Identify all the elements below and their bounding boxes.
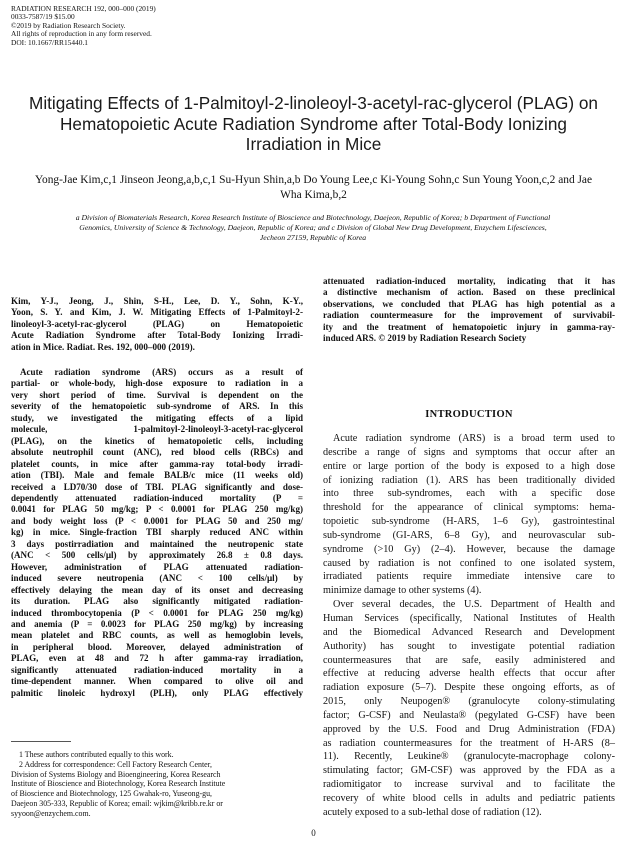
abstract-line: PLAG, even at 48 and 72 h after gamma-ray irradiation, bbox=[11, 653, 303, 664]
intro-line: approved by the U.S. Food and Drug Administration (FDA) bbox=[323, 723, 615, 735]
abstract-line: absolute neutrophil count (ANC), red blood cells (RBCs) and bbox=[11, 447, 303, 458]
affiliation-line: Genomics, University of Science & Technology, Daejeon, Republic of Korea; and c Division of Global New Drug Development, Enzychem Lifesciences, bbox=[79, 223, 547, 233]
abstract-line: its duration. PLAG also significantly mitigated radiation- bbox=[11, 596, 303, 607]
footnote-line: Institute of Bioscience and Biotechnology, Korea Research Institute bbox=[11, 779, 226, 789]
intro-line: effective at reducing adverse health effects that occur after bbox=[323, 668, 615, 680]
intro-line: recovery of white blood cells in adults and pediatric patients bbox=[323, 792, 615, 804]
intro-line: syndrome (>10 Gy) (2–4). However, because the damage bbox=[323, 543, 615, 555]
citation-line: Kim, Y-J., Jeong, J., Shin, S-H., Lee, D. Y., Sohn, K-Y., bbox=[11, 296, 303, 306]
journal-info-line: All rights of reproduction in any form reserved. bbox=[11, 29, 152, 39]
footnote-line: Daejeon 305-333, Republic of Korea; email: wjkim@kribb.re.kr or bbox=[11, 798, 223, 808]
intro-line: and the Biomedical Advanced Research and Development bbox=[323, 626, 615, 638]
citation-line: ation in Mice. Radiat. Res. 192, 000–000 (2019). bbox=[11, 341, 195, 352]
intro-line: into three sub-syndromes, each with a specific dose bbox=[323, 488, 615, 500]
abstract-line: palmitic linoleic hydroxyl (PLH), only PLAG effectively bbox=[11, 687, 303, 698]
intro-line: radiomitigator to increase survival and to facilitate the bbox=[323, 779, 615, 791]
intro-line: topoietic sub-syndrome (H-ARS, 1–6 Gy), gastrointestinal bbox=[323, 516, 615, 528]
intro-line: sub-syndrome (GI-ARS, 6–8 Gy), and neurovascular sub- bbox=[323, 529, 615, 541]
author-line: Yong-Jae Kim,c,1 Jinseon Jeong,a,b,c,1 Su-Hyun Shin,a,b Do Young Lee,c Ki-Young Sohn,c Sun Young Yoon,c,2 and Jae bbox=[34, 174, 593, 186]
abstract-line: dependently attenuated radiation-induced mortality (P = bbox=[11, 492, 303, 503]
footnote-line: of Bioscience and Biotechnology, 125 Gwahak-ro, Yuseong-gu, bbox=[11, 789, 213, 799]
intro-line: Human Services (specifically, National Institutes of Health bbox=[323, 612, 615, 624]
abstract-line: radiation countermeasure for the improvement of survivabil- bbox=[323, 310, 615, 321]
author-list bbox=[0, 173, 627, 202]
intro-line: irradiated patients require immediate intensive care to bbox=[323, 571, 615, 583]
intro-line: Over several decades, the U.S. Department of Health and bbox=[333, 599, 615, 611]
title-line: Mitigating Effects of 1-Palmitoyl-2-linoleoyl-3-acetyl-rac-glycerol (PLAG) on bbox=[29, 93, 598, 113]
journal-info-block bbox=[11, 5, 311, 47]
intro-line: 11). Recently, Leukine® (granulocyte-macrophage colony- bbox=[323, 751, 615, 763]
journal-info-line: 0033-7587/19 $15.00 bbox=[11, 12, 75, 22]
abstract-continuation bbox=[323, 276, 615, 345]
abstract-line: study, we investigated the mitigating effects of a lipid bbox=[11, 412, 303, 423]
abstract-line: effectively delaying the mean day of its onset and decreasing bbox=[11, 584, 303, 595]
abstract-line: time-dependent manner. When compared to olive oil and bbox=[11, 676, 303, 687]
abstract-line: kg) in mice. Single-fraction TBI sharply reduced ANC within bbox=[11, 527, 303, 538]
footnote-line: Division of Systems Biology and Bioengineering, Korea Research bbox=[11, 769, 221, 779]
footnote-line: syyoon@enzychem.com. bbox=[11, 808, 91, 818]
intro-line: radiation exposure (5–7). Despite these ongoing efforts, as of bbox=[323, 682, 615, 694]
intro-line: minimize damage to other systems (4). bbox=[323, 585, 482, 597]
abstract-line: platelet counts, in mice after gamma-ray total-body irradi- bbox=[11, 458, 303, 469]
abstract-line: 3 days postirradiation and maintained the neutropenic state bbox=[11, 538, 303, 549]
intro-line: caused by radiation is not confined to one isolated system, bbox=[323, 557, 615, 569]
abstract-line: However, administration of PLAG attenuated radiation- bbox=[11, 561, 303, 572]
abstract-block bbox=[11, 367, 303, 699]
footnote-divider bbox=[11, 741, 71, 742]
journal-info-line: RADIATION RESEARCH 192, 000–000 (2019) bbox=[11, 4, 156, 13]
intro-line: describe a range of signs and symptoms that occur after an bbox=[323, 446, 615, 458]
abstract-line: partial- or whole-body, high-dose exposure to radiation in a bbox=[11, 378, 303, 389]
footnote-line: 1 These authors contributed equally to this work. bbox=[19, 750, 174, 759]
abstract-line: induced severe neutropenia (ANC < 100 cells/µl) by bbox=[11, 573, 303, 584]
intro-line: entire or large portion of the body is exposed to a high dose bbox=[323, 460, 615, 472]
page-number: 0 bbox=[311, 828, 316, 838]
intro-line: as radiation countermeasures for the treatment of H-ARS (8– bbox=[323, 737, 615, 749]
abstract-line: significantly attenuated radiation-induced mortality in a bbox=[11, 664, 303, 675]
abstract-line: received a LD70/30 dose of TBI. PLAG significantly and dose- bbox=[11, 481, 303, 492]
footnote-line: 2 Address for correspondence: Cell Factory Research Center, bbox=[19, 759, 212, 769]
abstract-line: a distinctive mechanism of action. Based on these preclinical bbox=[323, 287, 615, 298]
introduction-body bbox=[323, 432, 615, 820]
abstract-line: ation (TBI). Male and female BALB/c mice (11 weeks old) bbox=[11, 470, 303, 481]
affiliation-line: Jecheon 27159, Republic of Korea bbox=[259, 233, 367, 243]
footnotes bbox=[11, 750, 303, 819]
intro-line: Authority) has sought to investigate potential radiation bbox=[323, 640, 615, 652]
abstract-line: 0.0041 for PLAG 50 mg/kg; P < 0.0001 for PLAG 250 mg/kg) bbox=[11, 504, 303, 515]
intro-line: threshold for the appearance of clinical symptoms: hema- bbox=[323, 502, 615, 514]
section-heading-introduction: INTRODUCTION bbox=[425, 409, 513, 420]
intro-line: 2015, only Neupogen® (granulocyte colony-stimulating bbox=[323, 696, 615, 708]
citation-line: Yoon, S. Y. and Kim, J. W. Mitigating Effects of 1-Palmitoyl-2- bbox=[11, 307, 303, 318]
abstract-line: mean platelet and RBC counts, as well as hemoglobin levels, bbox=[11, 630, 303, 641]
abstract-line: severity of the hematopoietic sub-syndrome of ARS. In this bbox=[11, 401, 303, 412]
abstract-line: and body weight loss (P < 0.0001 for PLAG 50 and 250 mg/ bbox=[11, 515, 303, 526]
abstract-line: and anemia (P = 0.0023 for PLAG 250 mg/kg) by increasing bbox=[11, 618, 303, 629]
title-line: Irradiation in Mice bbox=[245, 134, 382, 154]
intro-line: stimulating factor; GM-CSF) was approved by the FDA as a bbox=[323, 765, 615, 777]
abstract-line: induced thrombocytopenia (P < 0.0001 for PLAG 250 mg/kg) bbox=[11, 607, 303, 618]
title-line: Hematopoietic Acute Radiation Syndrome after Total-Body Ionizing bbox=[60, 113, 567, 134]
abstract-line: induced ARS. © 2019 by Radiation Research Society bbox=[323, 333, 527, 344]
abstract-line: Acute radiation syndrome (ARS) occurs as a result of bbox=[20, 367, 303, 377]
affiliations bbox=[11, 213, 615, 243]
citation-line: linoleoyl-3-acetyl-rac-glycerol (PLAG) on Hematopoietic bbox=[11, 318, 303, 329]
abstract-line: very short period of time. Survival is dependent on the bbox=[11, 389, 303, 400]
intro-line: factor; G-CSF) and Neulasta® (pegylated G-CSF) have been bbox=[323, 709, 615, 721]
citation-line: Acute Radiation Syndrome after Total-Body Ionizing Irradi- bbox=[11, 330, 303, 341]
citation-block bbox=[11, 296, 303, 353]
abstract-line: attenuated radiation-induced mortality, indicating that it has bbox=[323, 276, 615, 286]
intro-line: of ionizing radiation (1). ARS has been traditionally divided bbox=[323, 474, 615, 486]
article-title bbox=[0, 93, 627, 155]
abstract-line: (PLAG), on the kinetics of hematopoietic cells, including bbox=[11, 435, 303, 446]
intro-line: Acute radiation syndrome (ARS) is a broad term used to bbox=[333, 433, 615, 444]
intro-line: countermeasures that are safe, easily administered and bbox=[323, 654, 615, 666]
abstract-line: (ANC < 500 cells/µl) by approximately 26.8 ± 0.8 days. bbox=[11, 550, 303, 561]
intro-line: acutely exposed to a sub-lethal dose of radiation (12). bbox=[323, 806, 542, 818]
journal-info-line: DOI: 10.1667/RR15440.1 bbox=[11, 37, 88, 47]
abstract-line: molecule, 1-palmitoyl-2-linoleoyl-3-acetyl-rac-glycerol bbox=[11, 424, 303, 435]
journal-info-line: ©2019 by Radiation Research Society. bbox=[11, 20, 126, 30]
abstract-line: ity and the treatment of hematopoietic injury in gamma-ray- bbox=[323, 321, 615, 332]
affiliation-line: a Division of Biomaterials Research, Korea Research Institute of Bioscience and Biotechnology, Daejeon, Republic of Korea; b Department of Functional bbox=[75, 213, 551, 222]
abstract-line: in peripheral blood. Moreover, delayed administration of bbox=[11, 641, 303, 652]
abstract-line: observations, we concluded that PLAG has high potential as a bbox=[323, 298, 615, 309]
author-line: Wha Kima,b,2 bbox=[280, 188, 347, 201]
